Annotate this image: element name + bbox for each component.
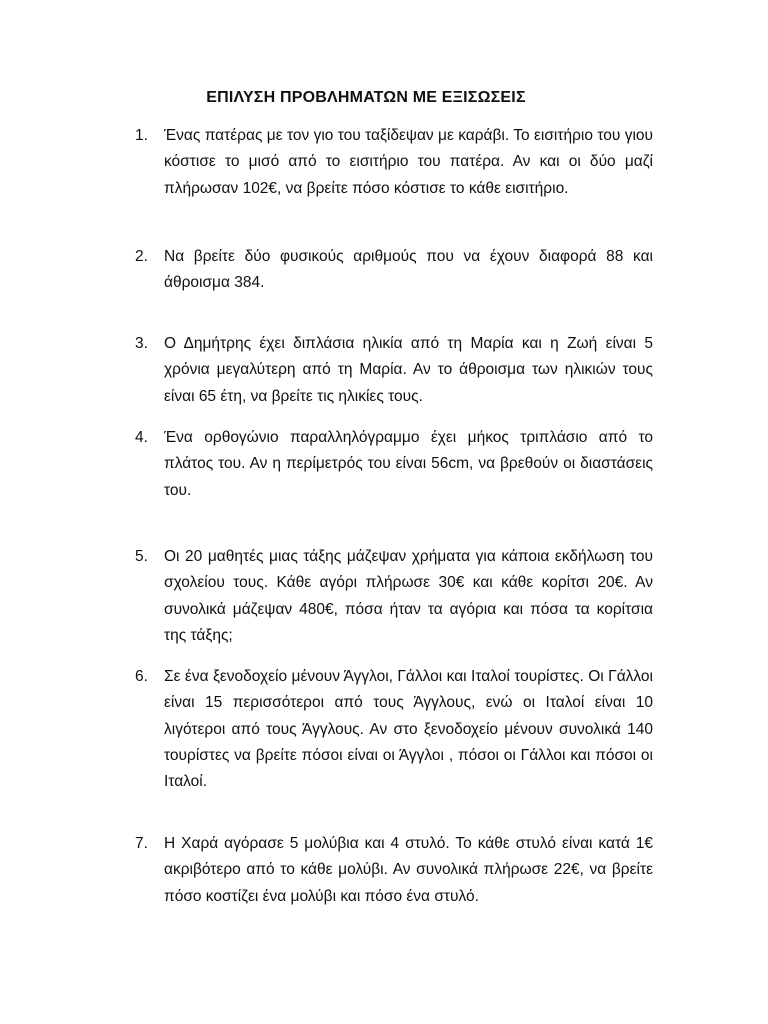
problem-text: Σε ένα ξενοδοχείο μένουν Άγγλοι, Γάλλοι και Ιταλοί τουρίστες. Οι Γάλλοι είναι 15 περισσότεροι από τους Άγγλους, ενώ οι Ιταλοί είναι 10 λιγότεροι από τους Άγγλους. Αν στο ξενοδοχείο μένουν συνολικά 140 τουρίστες να βρείτε πόσοι είναι οι Άγγλοι , πόσοι οι Γάλλοι και πόσοι οι Ιταλοί. xyxy=(164,668,653,791)
problem-item xyxy=(135,331,653,410)
document-title xyxy=(0,89,768,107)
problem-number: 4. xyxy=(135,429,148,446)
problem-number: 1. xyxy=(135,127,148,144)
problem-number: 3. xyxy=(135,335,148,352)
problem-item xyxy=(135,425,653,504)
problem-text: Να βρείτε δύο φυσικούς αριθμούς που να έχουν διαφορά 88 και άθροισμα 384. xyxy=(164,248,653,292)
problem-number: 6. xyxy=(135,668,148,685)
problem-text: Οι 20 μαθητές μιας τάξης μάζεψαν χρήματα για κάποια εκδήλωση του σχολείου τους. Κάθε αγόρι πλήρωσε 30€ και κάθε κορίτσι 20€. Αν συνολικά μάζεψαν 480€, πόσα ήταν τα αγόρια και πόσα τα κορίτσια της τάξης; xyxy=(164,548,653,644)
problem-text: Ένας πατέρας με τον γιο του ταξίδεψαν με καράβι. Το εισιτήριο του γιου κόστισε το μισό από το εισιτήριο του πατέρα. Αν και οι δύο μαζί πλήρωσαν 102€, να βρείτε πόσο κόστισε το κάθε εισιτήριο. xyxy=(164,127,653,197)
document-title-text: ΕΠΙΛΥΣΗ ΠΡΟΒΛΗΜΑΤΩΝ ΜΕ ΕΞΙΣΩΣΕΙΣ xyxy=(206,89,526,106)
problem-number: 2. xyxy=(135,248,148,265)
problem-text: Η Χαρά αγόρασε 5 μολύβια και 4 στυλό. Το κάθε στυλό είναι κατά 1€ ακριβότερο από το κάθε μολύβι. Αν συνολικά πλήρωσε 22€, να βρείτε πόσο κοστίζει ένα μολύβι και πόσο ένα στυλό. xyxy=(164,835,653,905)
problem-item xyxy=(135,664,653,795)
problem-item xyxy=(135,123,653,202)
problem-text: Ένα ορθογώνιο παραλληλόγραμμο έχει μήκος τριπλάσιο από το πλάτος του. Αν η περίμετρός του είναι 56cm, να βρεθούν οι διαστάσεις του. xyxy=(164,429,653,499)
problem-text: Ο Δημήτρης έχει διπλάσια ηλικία από τη Μαρία και η Ζωή είναι 5 χρόνια μεγαλύτερη από τη Μαρία. Αν το άθροισμα των ηλικιών τους είναι 65 έτη, να βρείτε τις ηλικίες τους. xyxy=(164,335,653,405)
problem-item xyxy=(135,544,653,649)
problem-item xyxy=(135,244,653,297)
problem-item xyxy=(135,831,653,910)
problem-number: 5. xyxy=(135,548,148,565)
problem-number: 7. xyxy=(135,835,148,852)
